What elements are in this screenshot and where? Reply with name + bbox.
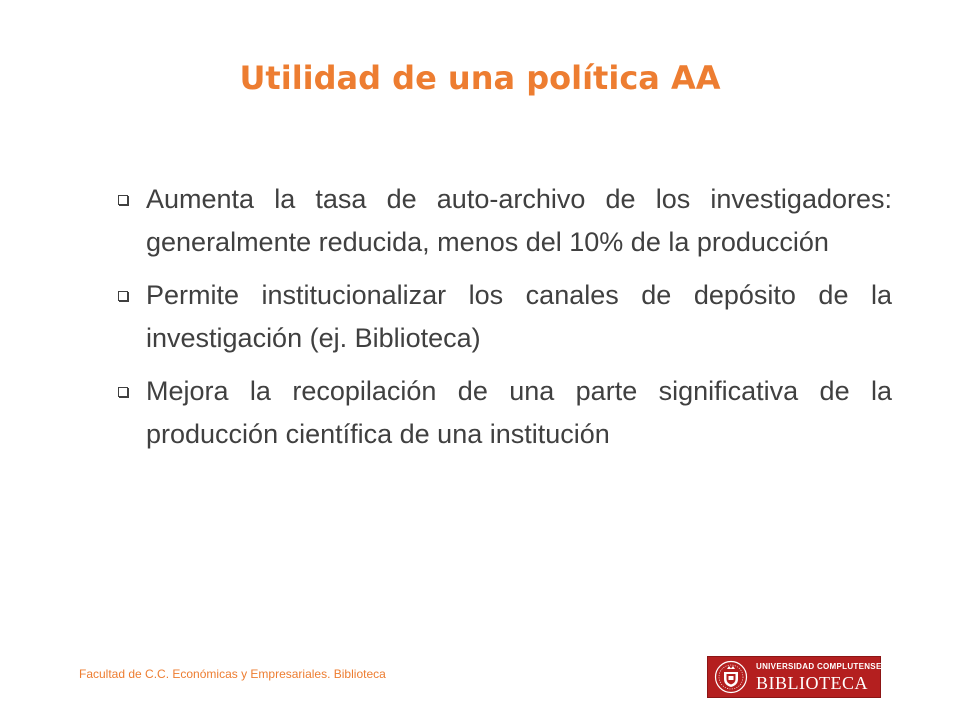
square-bullet-icon <box>118 387 128 397</box>
bullet-item <box>112 178 892 264</box>
logo-library-name: BIBLIOTECA <box>756 672 868 693</box>
bullet-item <box>112 370 892 456</box>
university-seal-icon <box>714 660 748 694</box>
bullet-list <box>112 178 892 466</box>
biblioteca-logo <box>707 656 881 698</box>
footer-text: Facultad de C.C. Económicas y Empresariales. Biblioteca <box>79 667 386 681</box>
bullet-text: Permite institucionalizar los canales de depósito de la investigación (ej. Biblioteca) <box>146 280 892 353</box>
bullet-text: Mejora la recopilación de una parte significativa de la producción científica de una institución <box>146 376 892 449</box>
bullet-item <box>112 274 892 360</box>
slide-title: Utilidad de una política AA <box>239 59 721 97</box>
square-bullet-icon <box>118 195 128 205</box>
logo-university-name: UNIVERSIDAD COMPLUTENSE <box>756 661 882 671</box>
bullet-text: Aumenta la tasa de auto-archivo de los investigadores: generalmente reducida, menos del 10% de la producción <box>146 184 892 257</box>
square-bullet-icon <box>118 291 128 301</box>
